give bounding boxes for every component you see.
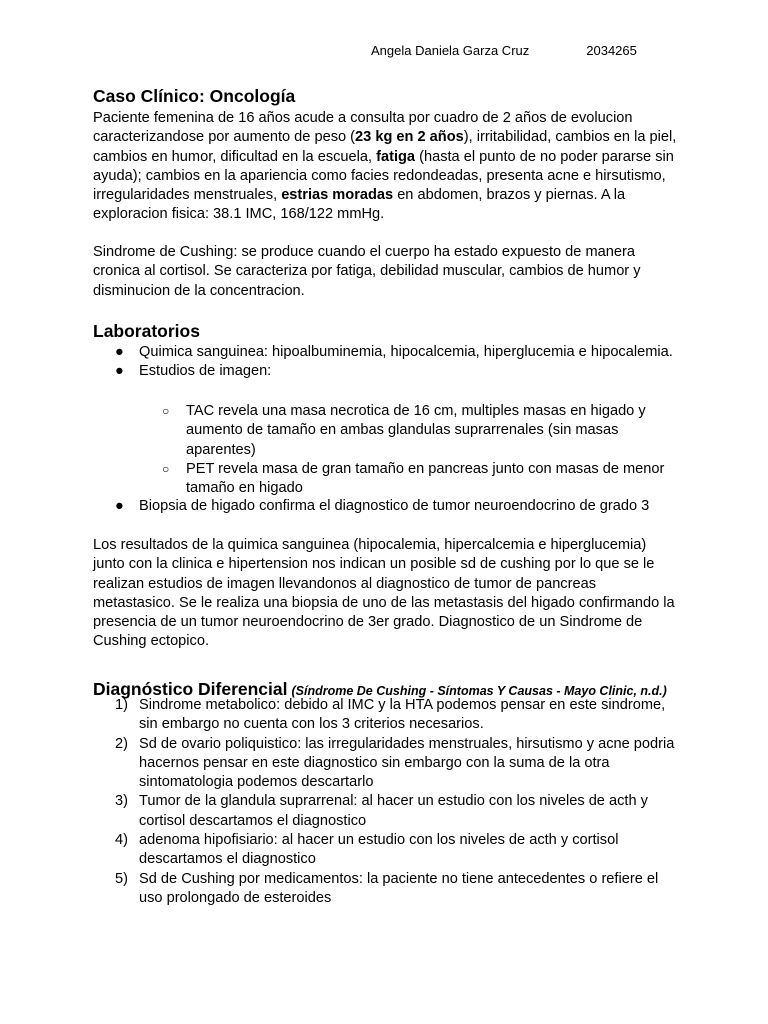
differential-text: adenoma hipofisiario: al hacer un estudio con los niveles de acth y cortisol descartamos el diagnostico bbox=[139, 832, 619, 868]
bullet-icon: ● bbox=[115, 363, 124, 380]
item-number: 4) bbox=[115, 832, 128, 849]
differential-text: Sd de ovario poliquistico: las irregularidades menstruales, hirsutismo y acne podria hacernos pensar en este diagnostico sin embargo con la suma de la otra sintomatologia podemos descartarlo bbox=[139, 735, 675, 791]
labs-list-continued bbox=[93, 497, 678, 516]
labs-summary: Los resultados de la quimica sanguinea (hipocalemia, hipercalcemia e hiperglucemia) junto con la clinica e hipertension nos indican un posible sd de cushing por lo que se le realizan estudios de imagen llevandonos al diagnostico de tumor de pancreas metastasico. Se le realiza una biopsia de uno de las metastasis del higado confirmando la presencia de un tumor neuroendocrino de 3er grado. Diagnostico de un Sindrome de Cushing ectopico. bbox=[93, 537, 675, 650]
imaging-item-tac: TAC revela una masa necrotica de 16 cm, multiples masas en higado y aumento de tamaño en ambas glandulas suprarrenales (sin masas aparentes) bbox=[186, 403, 646, 458]
list-item bbox=[93, 831, 678, 870]
student-id: 2034265 bbox=[586, 43, 637, 58]
document-title: Caso Clínico: Oncología bbox=[93, 86, 296, 106]
case-text-2: ), irritabilidad, cambios en la piel, cambios en humor, dificultad en la escuela, bbox=[93, 129, 677, 165]
case-description bbox=[93, 109, 678, 225]
case-text-1: Paciente femenina de 16 años acude a consulta por cuadro de 2 años de evolucion caracterizandose por aumento de peso ( bbox=[93, 110, 633, 146]
labs-list bbox=[93, 343, 678, 382]
imaging-sub-list bbox=[93, 402, 678, 498]
labs-heading: Laboratorios bbox=[93, 321, 200, 341]
differential-text: Sindrome metabolico: debido al IMC y la HTA podemos pensar en este sindrome, sin embargo no cuenta con los 3 criterios necesarios. bbox=[139, 697, 666, 733]
differential-text: Sd de Cushing por medicamentos: la paciente no tiene antecedentes o refiere el uso prolongado de esteroides bbox=[139, 870, 659, 906]
list-item bbox=[93, 362, 678, 381]
list-item bbox=[93, 343, 678, 362]
list-item bbox=[93, 402, 678, 460]
case-text-4: en abdomen, brazos y piernas. A la exploracion fisica: 38.1 IMC, 168/122 mmHg. bbox=[93, 187, 626, 223]
item-number: 3) bbox=[115, 793, 128, 810]
list-item bbox=[93, 870, 678, 909]
circle-bullet-icon: ○ bbox=[162, 461, 170, 476]
list-item bbox=[93, 497, 678, 516]
lab-item-biopsy: Biopsia de higado confirma el diagnostico de tumor neuroendocrino de grado 3 bbox=[139, 498, 650, 514]
differential-text: Tumor de la glandula suprarrenal: al hacer un estudio con los niveles de acth y cortisol descartamos el diagnostico bbox=[139, 793, 648, 829]
differential-list bbox=[93, 696, 678, 908]
case-bold-fatigue: fatiga bbox=[376, 148, 416, 165]
differential-title: Diagnóstico Diferencial bbox=[93, 679, 288, 699]
item-number: 1) bbox=[115, 697, 128, 713]
differential-citation: (Síndrome De Cushing - Síntomas Y Causas - Mayo Clinic, n.d.) bbox=[291, 684, 667, 698]
list-item bbox=[93, 735, 678, 793]
author-name: Angela Daniela Garza Cruz bbox=[371, 43, 530, 58]
case-bold-weight-gain: 23 kg en 2 años bbox=[355, 129, 464, 146]
circle-bullet-icon: ○ bbox=[162, 404, 170, 418]
list-item bbox=[93, 792, 678, 831]
document-header bbox=[371, 43, 637, 58]
case-bold-striae: estrias moradas bbox=[281, 187, 394, 204]
bullet-icon: ● bbox=[115, 344, 124, 360]
item-number: 2) bbox=[115, 735, 128, 752]
imaging-item-pet: PET revela masa de gran tamaño en pancreas junto con masas de menor tamaño en higado bbox=[186, 460, 665, 497]
list-item bbox=[93, 696, 678, 735]
lab-item-chemistry: Quimica sanguinea: hipoalbuminemia, hipocalcemia, hiperglucemia e hipocalemia. bbox=[139, 344, 673, 360]
cushing-definition: Sindrome de Cushing: se produce cuando el cuerpo ha estado expuesto de manera cronica al cortisol. Se caracteriza por fatiga, debilidad muscular, cambios de humor y disminucion de la concentracion. bbox=[93, 244, 641, 299]
lab-item-imaging: Estudios de imagen: bbox=[139, 363, 272, 380]
list-item bbox=[93, 460, 678, 499]
item-number: 5) bbox=[115, 870, 128, 887]
bullet-icon: ● bbox=[115, 498, 124, 514]
case-text-3: (hasta el punto de no poder pararse sin ayuda); cambios en la apariencia como facies redondeadas, presenta acne e hirsutismo, irregularidades menstruales, bbox=[93, 148, 674, 204]
